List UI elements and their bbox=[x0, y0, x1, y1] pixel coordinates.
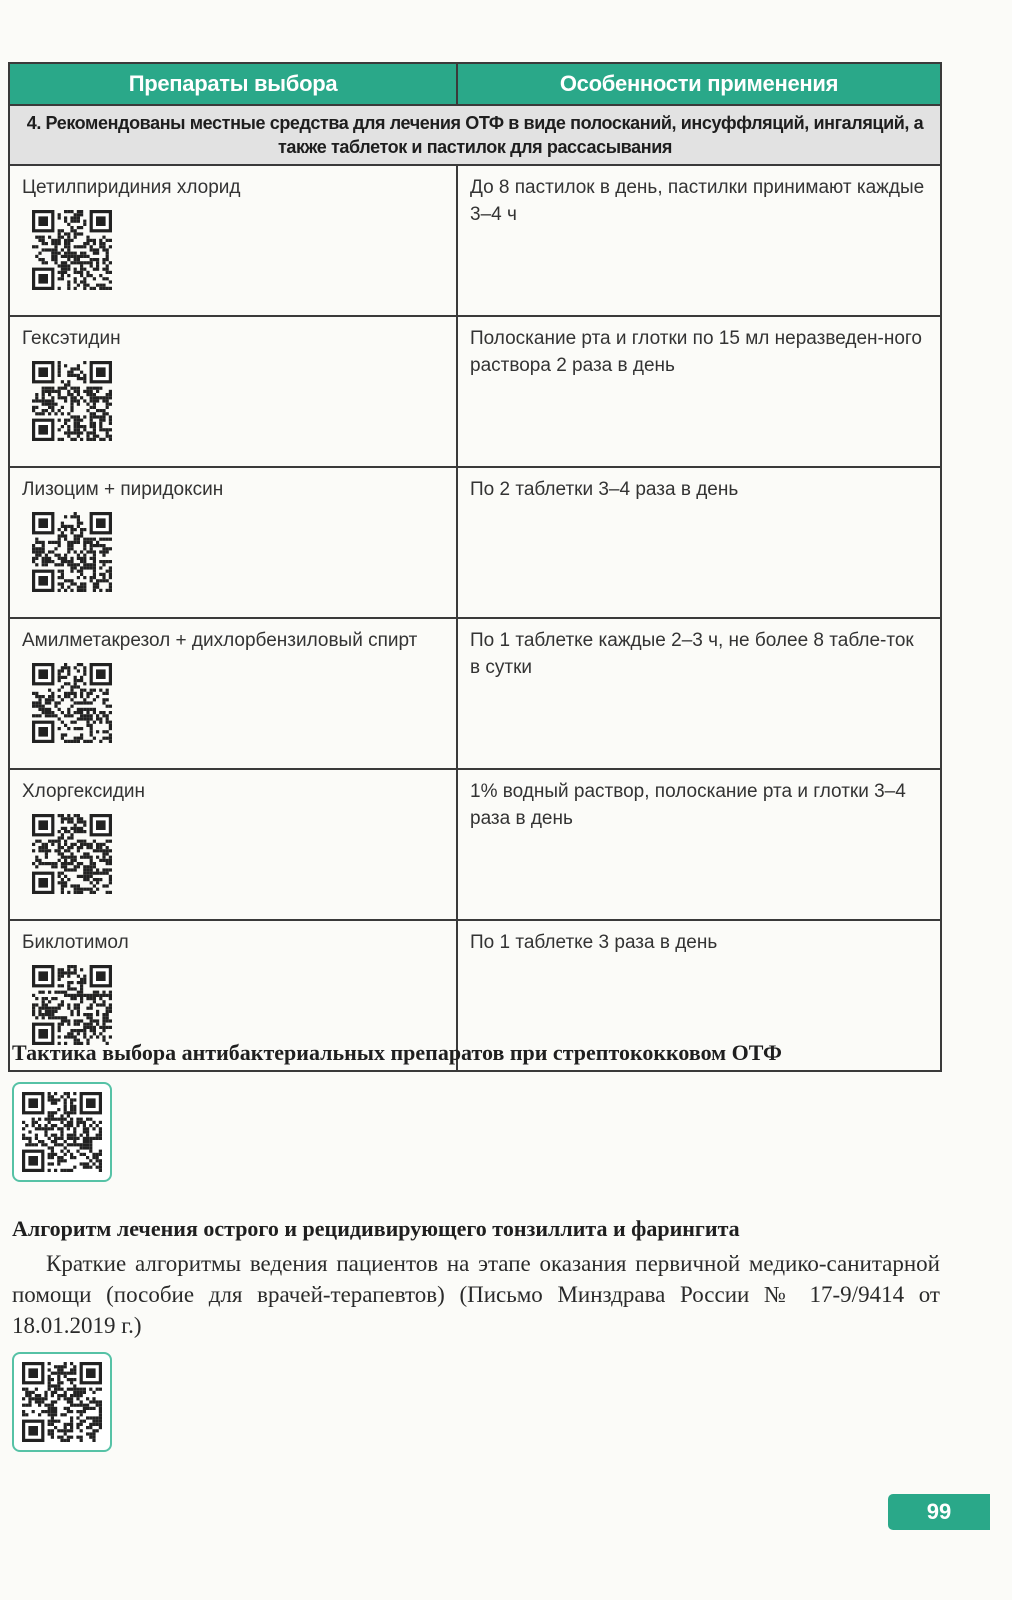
table-row bbox=[9, 618, 941, 769]
table-row bbox=[9, 316, 941, 467]
tactics-heading: Тактика выбора антибактериальных препаратов при стрептококковом ОТФ bbox=[12, 1040, 782, 1065]
qr-code-icon[interactable] bbox=[22, 1092, 102, 1172]
qr-code-icon[interactable] bbox=[22, 1362, 102, 1442]
table-row bbox=[9, 769, 941, 920]
qr-code-icon[interactable] bbox=[32, 965, 112, 1045]
drug-name: Лизоцим + пиридоксин bbox=[22, 479, 224, 500]
usage-cell: По 2 таблетки 3–4 раза в день bbox=[457, 467, 941, 618]
section-row bbox=[9, 105, 941, 165]
usage-cell: По 1 таблетке 3 раза в день bbox=[457, 920, 941, 1071]
drug-cell bbox=[9, 618, 457, 769]
usage-cell: До 8 пастилок в день, пастилки принимают каждые 3–4 ч bbox=[457, 165, 941, 316]
page-number: 99 bbox=[888, 1494, 990, 1530]
drug-name: Биклотимол bbox=[22, 932, 129, 953]
drug-name: Хлоргексидин bbox=[22, 781, 146, 802]
drug-name: Цетилпиридиния хлорид bbox=[22, 177, 241, 198]
drug-name: Амилметакрезол + дихлорбензиловый спирт bbox=[22, 630, 418, 651]
usage-cell: По 1 таблетке каждые 2–3 ч, не более 8 табле-ток в сутки bbox=[457, 618, 941, 769]
usage-cell: 1% водный раствор, полоскание рта и глотки 3–4 раза в день bbox=[457, 769, 941, 920]
algorithm-qr-frame[interactable] bbox=[12, 1352, 112, 1452]
qr-code-icon[interactable] bbox=[32, 814, 112, 894]
header-usage: Особенности применения bbox=[457, 63, 941, 105]
qr-code-icon[interactable] bbox=[32, 210, 112, 290]
table-header-row bbox=[9, 63, 941, 105]
header-drugs: Препараты выбора bbox=[9, 63, 457, 105]
table-row bbox=[9, 467, 941, 618]
table-row bbox=[9, 165, 941, 316]
algorithm-heading: Алгоритм лечения острого и рецидивирующего тонзиллита и фарингита bbox=[12, 1216, 740, 1241]
drug-cell bbox=[9, 467, 457, 618]
usage-cell: Полоскание рта и глотки по 15 мл неразведен-ного раствора 2 раза в день bbox=[457, 316, 941, 467]
section-title: 4. Рекомендованы местные средства для лечения ОТФ в виде полосканий, инсуффляций, ингаляций, а также таблеток и пастилок для рассасывания bbox=[9, 105, 941, 165]
qr-code-icon[interactable] bbox=[32, 663, 112, 743]
drug-cell bbox=[9, 769, 457, 920]
qr-code-icon[interactable] bbox=[32, 512, 112, 592]
qr-code-icon[interactable] bbox=[32, 361, 112, 441]
drug-cell bbox=[9, 165, 457, 316]
algorithm-paragraph: Краткие алгоритмы ведения пациентов на этапе оказания первичной медико-санитарной помощи (пособие для врачей-терапевтов) (Письмо Минздрава России № 17-9/9414 от 18.01.2019 г.) bbox=[12, 1251, 940, 1338]
drug-table bbox=[8, 62, 942, 1072]
drug-cell bbox=[9, 316, 457, 467]
tactics-qr-frame[interactable] bbox=[12, 1082, 112, 1182]
drug-name: Гексэтидин bbox=[22, 328, 121, 349]
